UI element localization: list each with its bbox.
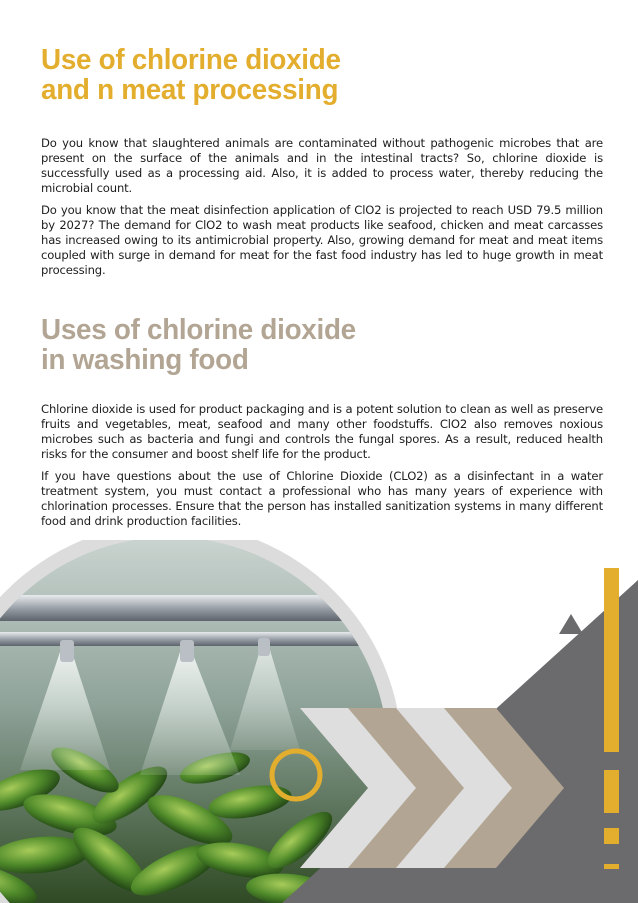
title-line: and n meat processing xyxy=(41,74,339,106)
paragraph: If you have questions about the use of Chlorine Dioxide (CLO2) as a disinfectant in a water treatment system, you must contact a professional who has many years of experience with chlorination processes. Ensure that the person has installed sanitization systems in many different food and drink production facilities. xyxy=(41,469,603,528)
paragraph: Do you know that the meat disinfection application of ClO2 is projected to reach USD 79.5 million by 2027? The demand for ClO2 to wash meat products like seafood, chicken and meat carcasses has increased owing to its antimicrobial property. Also, growing demand for meat and meat items coupled with surge in demand for meat for the fast food industry has led to huge growth in meat processing. xyxy=(41,203,603,277)
section-body-meat-processing xyxy=(41,136,603,285)
accent-bar xyxy=(604,828,619,844)
accent-bar xyxy=(604,770,619,813)
paragraph: Do you know that slaughtered animals are contaminated without pathogenic microbes that are present on the surface of the animals and in the intestinal tracts? So, chlorine dioxide is successfully used as a processing aid. Also, it is added to process water, thereby reducing the microbial count. xyxy=(41,136,603,195)
paragraph: Chlorine dioxide is used for product packaging and is a potent solution to clean as well as preserve fruits and vegetables, meat, seafood and many other foodstuffs. ClO2 also removes noxious microbes such as bacteria and fungi and controls the fungal spores. As a result, reduced health risks for the consumer and boost shelf life for the product. xyxy=(41,402,603,461)
title-line: in washing food xyxy=(41,344,249,376)
section-body-washing-food xyxy=(41,402,603,536)
accent-bar xyxy=(604,568,619,752)
decorative-artwork xyxy=(0,540,638,903)
accent-bar xyxy=(604,864,619,869)
section-title-washing-food xyxy=(41,315,579,375)
artwork-svg xyxy=(0,540,638,903)
title-line: Use of chlorine dioxide xyxy=(41,44,341,76)
section-title-meat-processing xyxy=(41,45,579,105)
triangle-icon xyxy=(559,614,583,634)
title-line: Uses of chlorine dioxide xyxy=(41,314,356,346)
